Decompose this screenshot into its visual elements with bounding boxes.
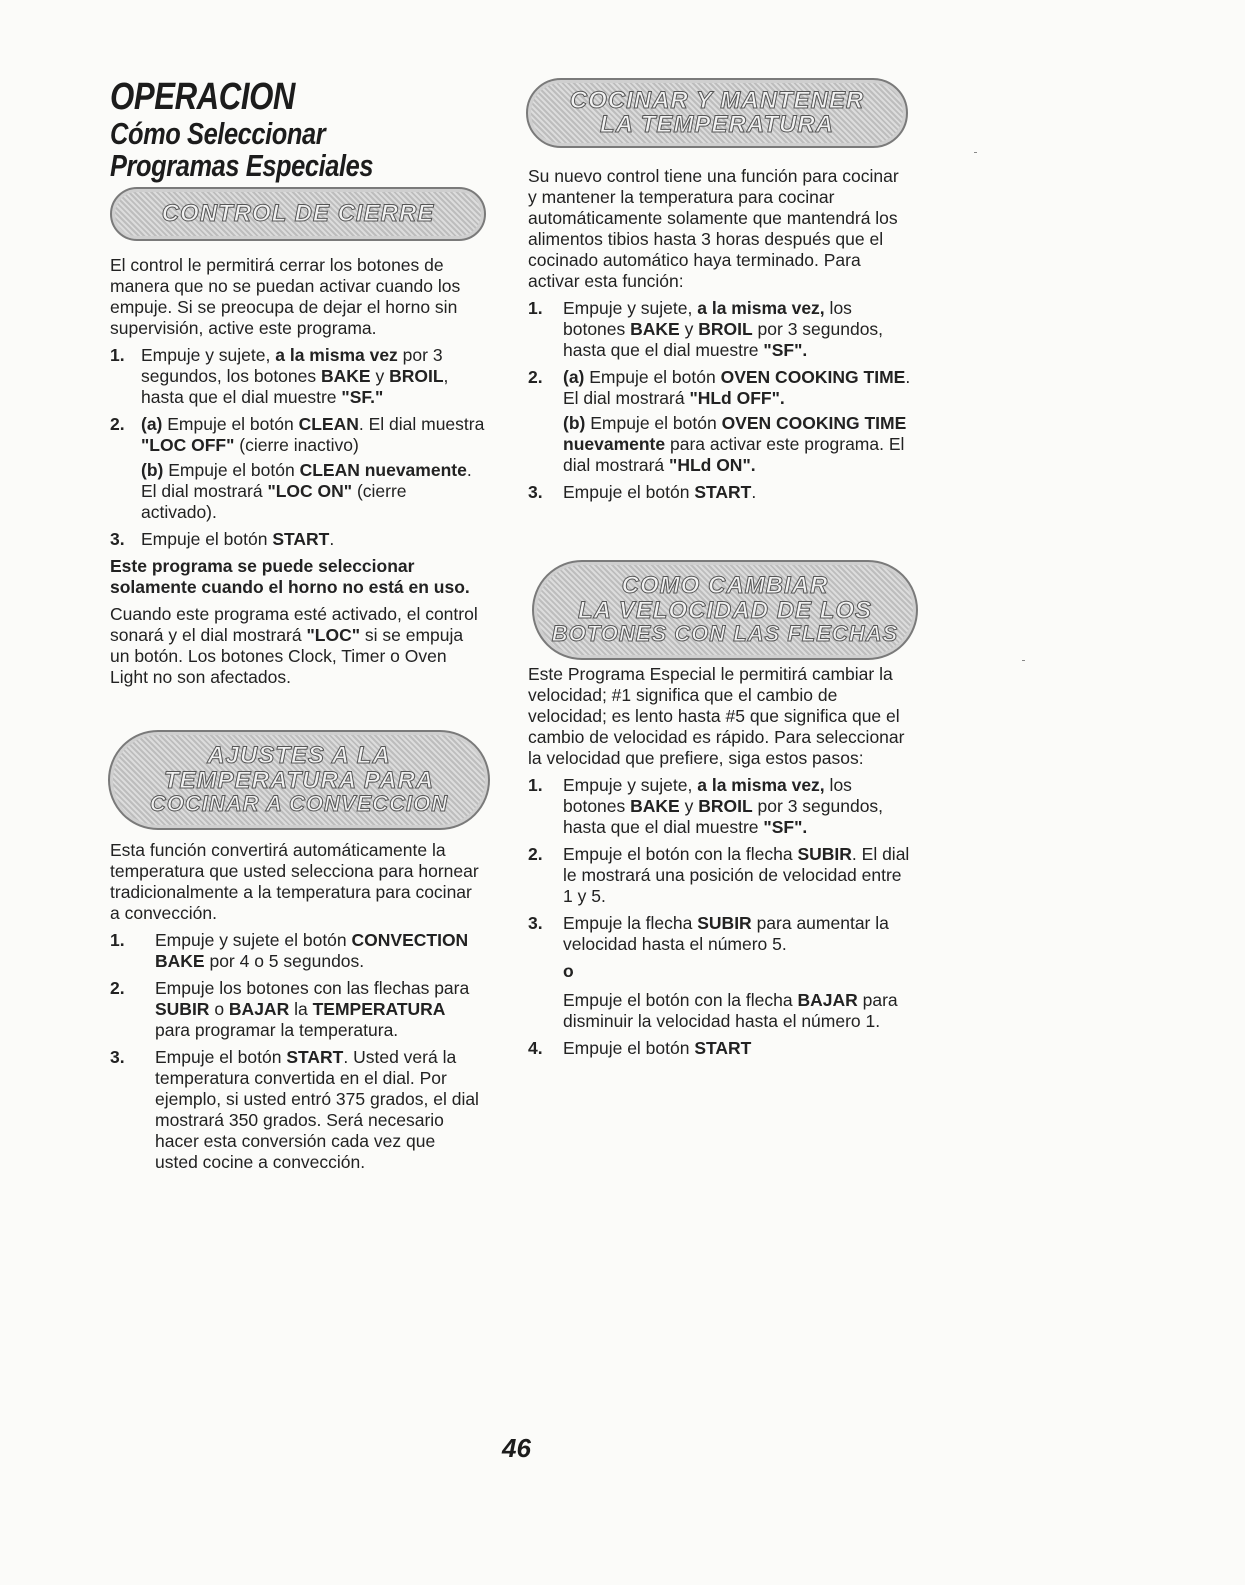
section-control-cierre [110,255,486,694]
banner-velocidad [532,560,918,660]
page-number: 46 [502,1433,531,1463]
velocidad-step-4: 4. Empuje el botón START [528,1038,752,1058]
banner-ajustes-line-1: AJUSTES A LA [207,742,391,770]
banner-cocinar-mantener [526,78,908,148]
ajustes-step-1: 1. Empuje y sujete el botón CONVECTION BAKE por 4 o 5 segundos. [110,930,469,971]
banner-control-cierre-text: CONTROL DE CIERRE [161,199,435,227]
control-cierre-intro: El control le permitirá cerrar los botones de manera que no se puedan activar cuando los empuje. Si se preocupa de dejar el horno sin supervisión, active este programa. [110,255,461,338]
section-ajustes [110,840,482,1179]
banner-velocidad-line-2: LA VELOCIDAD DE LOS [577,596,873,624]
banner-velocidad-line-3: BOTONES CON LAS FLECHAS [551,621,899,647]
control-cierre-outro: Cuando este programa esté activado, el control sonará y el dial mostrará "LOC" si se empuja un botón. Los botones Clock, Timer o Oven Light no son afectados. [110,604,478,687]
banner-velocidad-line-1: COMO CAMBIAR [621,572,829,600]
control-cierre-step-1: 1. Empuje y sujete, a la misma vez por 3 segundos, los botones BAKE y BROIL, hasta que el dial muestre "SF." [110,345,449,407]
banner-ajustes-line-2: TEMPERATURA PARA [163,766,435,794]
scan-speck [974,152,977,153]
page-title: OPERACION [110,76,296,118]
velocidad-intro: Este Programa Especial le permitirá cambiar la velocidad; #1 significa que el cambio de velocidad; es lento hasta #5 que significa que el cambio de velocidad es rápido. Para seleccionar la velocidad que prefiere, siga estos pasos: [528,664,905,768]
scan-speck [1022,660,1025,661]
control-cierre-step-2: 2. (a) Empuje el botón CLEAN. El dial muestra "LOC OFF" (cierre inactivo) (b) Empuje el botón CLEAN nuevamente. El dial mostrará "LOC ON" (cierre activado). [110,414,485,522]
banner-ajustes [108,730,490,830]
cocinar-mantener-step-3: 3. Empuje el botón START. [528,482,757,502]
ajustes-intro: Esta función convertirá automáticamente la temperatura que usted selecciona para hornear tradicionalmente a la temperatura para cocinar a convección. [110,840,479,923]
banner-control-cierre [110,187,486,241]
page-title-block [110,78,431,183]
ajustes-step-3: 3. Empuje el botón START. Usted verá la temperatura convertida en el dial. Por ejemplo, si usted entró 375 grados, el dial mostrará 350 grados. Será necesario hacer esta conversión cada vez que usted cocine a convección. [110,1047,479,1172]
page-subtitle-2: Programas Especiales [110,148,374,184]
velocidad-or: o [563,961,574,981]
ajustes-step-2: 2. Empuje los botones con las flechas para SUBIR o BAJAR la TEMPERATURA para programar la temperatura. [110,978,470,1040]
banner-cocinar-line-1: COCINAR Y MANTENER [569,86,865,114]
control-cierre-note: Este programa se puede seleccionar solamente cuando el horno no está en uso. [110,556,470,597]
velocidad-step-1: 1. Empuje y sujete, a la misma vez, los botones BAKE y BROIL por 3 segundos, hasta que el dial muestre "SF". [528,775,884,837]
control-cierre-step-3: 3. Empuje el botón START. [110,529,335,549]
banner-cocinar-line-2: LA TEMPERATURA [600,111,834,138]
cocinar-mantener-step-1: 1. Empuje y sujete, a la misma vez, los botones BAKE y BROIL por 3 segundos, hasta que el dial muestre "SF". [528,298,884,360]
banner-ajustes-line-3: COCINAR A CONVECCION [149,791,449,817]
cocinar-mantener-intro: Su nuevo control tiene una función para cocinar y mantener la temperatura para cocinar automáticamente solamente que mantendrá los alimentos tibios hasta 3 horas después que el cocinado automático haya terminado. Para activar esta función: [528,166,899,291]
section-velocidad [528,664,912,1065]
page-subtitle-1: Cómo Seleccionar [110,115,326,151]
velocidad-step-2: 2. Empuje el botón con la flecha SUBIR. El dial le mostrará una posición de velocidad entre 1 y 5. [528,844,910,906]
velocidad-step-3: 3. Empuje la flecha SUBIR para aumentar la velocidad hasta el número 5. o Empuje el botón con la flecha BAJAR para disminuir la velocidad hasta el número 1. [528,913,912,1032]
cocinar-mantener-step-2: 2. (a) Empuje el botón OVEN COOKING TIME. El dial mostrará "HLd OFF". (b) Empuje el botón OVEN COOKING TIME nuevamente para activar este programa. El dial mostrará "HLd ON". [528,367,911,475]
section-cocinar-mantener [528,166,912,509]
velocidad-step-3-alt: Empuje el botón con la flecha BAJAR para disminuir la velocidad hasta el número 1. [563,990,898,1031]
